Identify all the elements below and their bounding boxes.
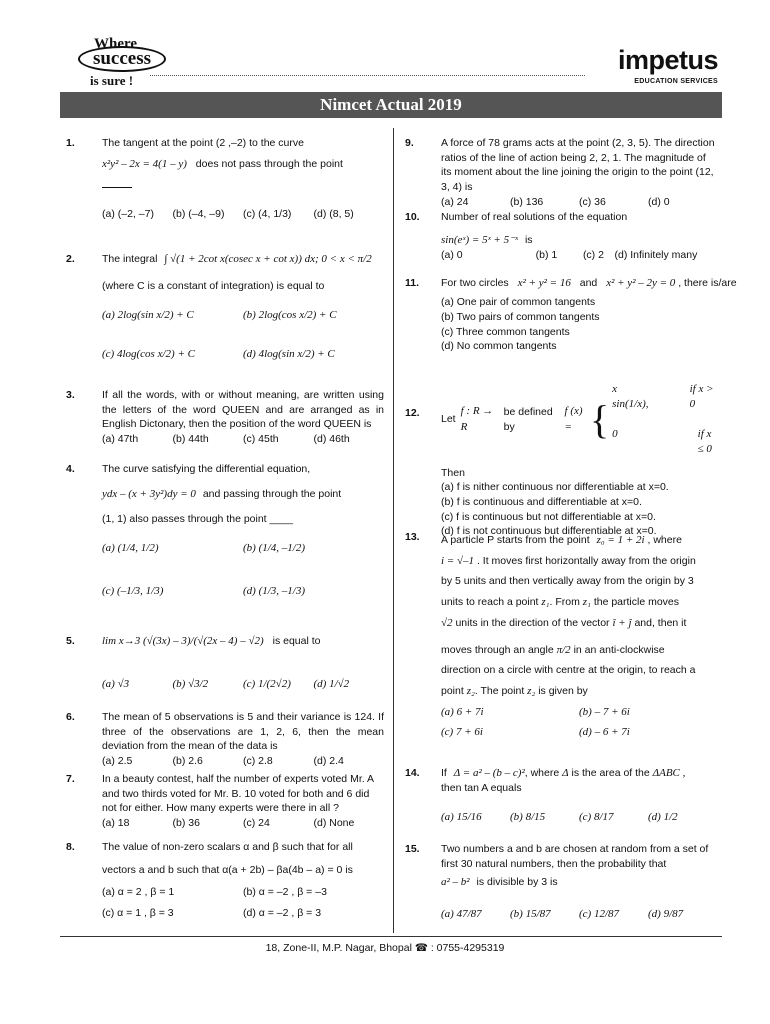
options-row-2 (102, 906, 384, 921)
question-text: In a beauty contest, half the number of experts voted Mr. A and two thirds voted for Mr. B. 10 voted for both and 6 did not for either. How many experts were there in all ? (102, 773, 374, 815)
question-12 (405, 382, 717, 539)
options-row-1 (102, 308, 384, 323)
column-divider (393, 128, 394, 933)
case-2: 0 (612, 427, 618, 440)
left-brace-icon: { (589, 396, 610, 442)
question-11 (405, 276, 737, 354)
footer-divider (60, 936, 722, 937)
question-text-2: , there is/are (678, 277, 737, 289)
option-a: (a) 18 (102, 817, 130, 830)
text-line-2: . It moves first horizontally away from the origin (476, 554, 696, 567)
question-3 (66, 388, 384, 447)
question-text-2: , where (524, 767, 560, 779)
option-a: (a) 2log(sin x/2) + C (102, 309, 194, 322)
option-d: (d) 4log(sin x/2) + C (243, 348, 335, 361)
option-b: (b) 2.6 (172, 755, 203, 768)
brand-line1: Where (94, 36, 138, 52)
expr-z2-2: z₂ (527, 684, 536, 697)
option-d: (d) 1/2 (648, 811, 678, 824)
expr-z1-2: z₁ (582, 595, 591, 608)
option-b: (b) α = –2 , β = –3 (243, 886, 327, 899)
question-number: 15. (405, 843, 420, 855)
option-c: (c) 2.8 (243, 755, 273, 768)
option-d: (d) α = –2 , β = 3 (243, 907, 322, 920)
text-line-6a: moves through an angle (441, 643, 554, 656)
options (102, 207, 384, 222)
question-2 (66, 252, 384, 363)
text-line-3: by 5 units and then vertically away from the origin by 3 (441, 574, 694, 587)
question-number: 6. (66, 711, 75, 723)
footer-address: 18, Zone-II, M.P. Nagar, Bhopal ☎ : 0755-4295319 (265, 942, 505, 954)
question-text: Two numbers a and b are chosen at random from a set of first 30 natural numbers, then the probability that (441, 843, 709, 870)
question-number: 9. (405, 137, 414, 149)
question-number: 7. (66, 773, 75, 785)
option-a: (a) 47th (102, 433, 139, 446)
case-1: x sin(1/x), (612, 383, 649, 411)
question-8 (66, 840, 384, 921)
option-c: (c) α = 1 , β = 3 (102, 907, 174, 920)
question-text: The curve satisfying the differential equation, (102, 463, 311, 475)
question-text: The value of non-zero scalars α and β such that for all (102, 841, 353, 853)
question-number: 10. (405, 211, 420, 223)
question-text-2: vectors a and b such that α(a + 2b) – βa(4b – a) = 0 is (102, 863, 353, 876)
option-d: (d) 0 (648, 195, 670, 208)
question-text: The mean of 5 observations is 5 and their variance is 124. If three of the observations are 1, 2, 6, then the mean deviation from the mean of the data is (102, 711, 384, 753)
question-7 (66, 772, 384, 831)
equation: x²y² – 2x = 4(1 – y) (102, 157, 187, 170)
option-d: (d) f is not continuous but differentiable at x=0. (441, 525, 657, 538)
options-row-1 (102, 885, 384, 900)
question-number: 14. (405, 767, 420, 779)
question-text: For two circles (441, 277, 509, 289)
option-d: (d) Infinitely many (614, 249, 698, 262)
question-14 (405, 766, 717, 825)
option-c: (c) 4log(cos x/2) + C (102, 348, 195, 361)
function-label: f (x) = (564, 405, 583, 433)
option-a: (a) √3 (102, 678, 130, 691)
option-d: (d) – 6 + 7i (579, 726, 630, 739)
text-line-8b: . The point (474, 684, 525, 697)
expr-angle: π/2 (556, 643, 571, 656)
option-a: (a) 6 + 7i (441, 705, 484, 718)
option-a: (a) 24 (441, 195, 469, 208)
question-number: 3. (66, 389, 75, 401)
text-line-1b: , where (647, 534, 682, 546)
options-row-1 (102, 541, 384, 556)
equation: sin(eˣ) = 5ˣ + 5⁻ˣ (441, 233, 519, 246)
options (102, 816, 384, 831)
question-number: 8. (66, 841, 75, 853)
option-a: (a) 0 (441, 249, 463, 262)
option-b: (b) Two pairs of common tangents (441, 311, 600, 324)
option-a: (a) One pair of common tangents (441, 296, 596, 309)
question-text-2: is (524, 233, 533, 246)
brand-line2: success (78, 46, 166, 72)
logo-subtitle: EDUCATION SERVICES (634, 77, 718, 85)
text-line-8c: is given by (538, 684, 588, 697)
text-line-1: A particle P starts from the point (441, 534, 590, 546)
option-b: (b) √3/2 (172, 678, 209, 691)
option-a: (a) 15/16 (441, 811, 482, 824)
text-line-4a: units to reach a point (441, 595, 539, 608)
option-c: (c) 36 (579, 195, 606, 208)
options-row-1 (441, 702, 717, 723)
expr-root2: √2 (441, 616, 453, 629)
condition-1: if x > 0 (689, 383, 714, 411)
question-text: If (441, 767, 447, 779)
brand-line3: is sure ! (90, 73, 134, 88)
option-b: (b) (–4, –9) (172, 207, 225, 220)
text-line-5b: and, then it (634, 616, 687, 629)
option-b: (b) 8/15 (510, 811, 546, 824)
limit-expression: lim x→3 (√(3x) – 3)/(√(2x – 4) – √2) (102, 635, 264, 647)
question-15 (405, 842, 717, 922)
option-d: (d) 1/√2 (313, 678, 350, 691)
expr-i: i = √–1 (441, 554, 475, 567)
question-text: is equal to (272, 635, 321, 647)
option-a: (a) 2.5 (102, 755, 133, 768)
question-number: 12. (405, 407, 420, 419)
option-b: (b) 44th (172, 433, 209, 446)
question-text: Number of real solutions of the equation (441, 211, 628, 223)
question-text-3: is the area of the (571, 767, 650, 779)
company-logo (586, 42, 718, 87)
question-6 (66, 710, 384, 769)
condition-2: if x ≤ 0 (697, 427, 712, 456)
option-d: (d) None (313, 817, 355, 830)
logo-name: impetus (617, 45, 718, 75)
expr-z0: z₀ = 1 + 2i (596, 534, 645, 546)
question-text: The tangent at the point (2 ,–2) to the curve (102, 137, 304, 149)
text-line-7: direction on a circle with centre at the origin, to reach a (441, 663, 696, 676)
triangle-name: ΔABC , (652, 767, 686, 779)
delta-symbol: Δ (562, 767, 569, 779)
equation: ydx – (x + 3y²)dy = 0 (102, 487, 196, 500)
options (441, 907, 717, 922)
expr-z1: z₁ (541, 595, 550, 608)
option-b: (b) (1/4, –1/2) (243, 541, 306, 554)
text-line-6b: in an anti-clockwise (573, 643, 665, 656)
question-text-4: then tan A equals (441, 782, 522, 795)
question-text: A force of 78 grams acts at the point (2, 3, 5). The direction ratios of the line of action being 2, 2, 1. The magnitude of its moment about the line joining the origin to the point (12, 3, 4) is (441, 137, 715, 194)
option-a: (a) 47/87 (441, 907, 482, 920)
question-4 (66, 462, 384, 600)
option-b: (b) 136 (510, 195, 544, 208)
option-c: (c) 1/(2√2) (243, 678, 291, 691)
options-row-2 (102, 584, 384, 599)
option-a: (a) f is nither continuous nor differentiable at x=0. (441, 481, 669, 494)
option-c: (c) 8/17 (579, 811, 614, 824)
option-d: (d) 46th (313, 433, 350, 446)
option-b: (b) 15/87 (510, 907, 551, 920)
question-number: 1. (66, 137, 75, 149)
option-c: (c) 45th (243, 433, 279, 446)
question-number: 13. (405, 531, 420, 543)
option-c: (c) 2 (582, 249, 604, 262)
question-text-3: (1, 1) also passes through the point ____ (102, 513, 293, 526)
question-number: 4. (66, 463, 75, 475)
question-number: 11. (405, 277, 420, 289)
options (102, 677, 384, 692)
option-a: (a) (–2, –7) (102, 207, 154, 220)
question-13 (405, 530, 717, 743)
option-c: (c) 12/87 (579, 907, 620, 920)
option-c: (c) f is continuous but not differentiable at x=0. (441, 510, 656, 523)
option-c: (c) 7 + 6i (441, 726, 483, 739)
options (441, 195, 717, 210)
circle-2-equation: x² + y² – 2y = 0 (606, 277, 676, 289)
option-c: (c) (4, 1/3) (243, 207, 292, 220)
circle-1-equation: x² + y² = 16 (517, 277, 571, 289)
options-row-2 (441, 722, 717, 743)
option-d: (d) (8, 5) (313, 207, 354, 220)
option-a: (a) α = 2 , β = 1 (102, 886, 175, 899)
text-line-4b: . From (549, 595, 580, 608)
option-d: (d) (1/3, –1/3) (243, 585, 306, 598)
question-10 (405, 210, 717, 263)
integral-expression: ∫ √(1 + 2cot x(cosec x + cot x)) dx; 0 < x < π/2 (164, 253, 372, 265)
question-text: Let (441, 413, 456, 426)
question-text: The integral (102, 253, 158, 265)
page-title: Nimcet Actual 2019 (60, 92, 722, 118)
question-text: If all the words, with or without meaning, are written using the letters of the word QUEEN and are arranged as in English Dictonary, then the position of the word QUEEN is (102, 389, 384, 431)
option-c: (c) (–1/3, 1/3) (102, 585, 164, 598)
question-9 (405, 136, 717, 209)
expression: a² – b² (441, 876, 470, 889)
option-c: (c) 24 (243, 817, 270, 830)
option-d: (d) 9/87 (648, 907, 684, 920)
question-text-2: be defined by (503, 406, 553, 433)
question-text-2: does not pass through the point (195, 157, 343, 170)
option-d: (d) 2.4 (313, 755, 344, 768)
question-note: (where C is a constant of integration) is equal to (102, 280, 325, 293)
option-d: (d) No common tangents (441, 340, 557, 353)
options (102, 754, 384, 769)
options-row-2 (102, 347, 384, 362)
options (441, 248, 717, 263)
header-divider (150, 75, 585, 76)
question-5 (66, 634, 384, 693)
text-line-8a: point (441, 684, 464, 697)
text-line-5a: units in the direction of the vector (455, 616, 610, 629)
option-b: (b) 2log(cos x/2) + C (243, 309, 337, 322)
options (102, 432, 384, 447)
option-b: (b) 1 (535, 249, 558, 262)
question-1 (66, 136, 384, 221)
options (441, 810, 717, 825)
brand-logo (78, 34, 170, 86)
then-text: Then (441, 466, 465, 479)
question-number: 2. (66, 253, 75, 265)
question-text-2: and passing through the point (202, 487, 342, 500)
piecewise-cases (612, 382, 717, 458)
option-b: (b) 36 (172, 817, 200, 830)
option-a: (a) (1/4, 1/2) (102, 541, 159, 554)
equation: Δ = a² – (b – c)² (453, 767, 525, 779)
option-b: (b) – 7 + 6i (579, 705, 630, 718)
answer-blank (102, 187, 132, 188)
expr-z2: z₂ (466, 684, 475, 697)
text-line-4c: the particle moves (593, 595, 680, 608)
question-number: 5. (66, 635, 75, 647)
function-map: f : R → R (460, 405, 494, 433)
and-text: and (579, 277, 598, 289)
expr-vector: î + ĵ (612, 616, 632, 629)
question-text-2: is divisible by 3 is (476, 876, 558, 889)
option-b: (b) f is continuous and differentiable at x=0. (441, 495, 642, 508)
option-c: (c) Three common tangents (441, 325, 570, 338)
